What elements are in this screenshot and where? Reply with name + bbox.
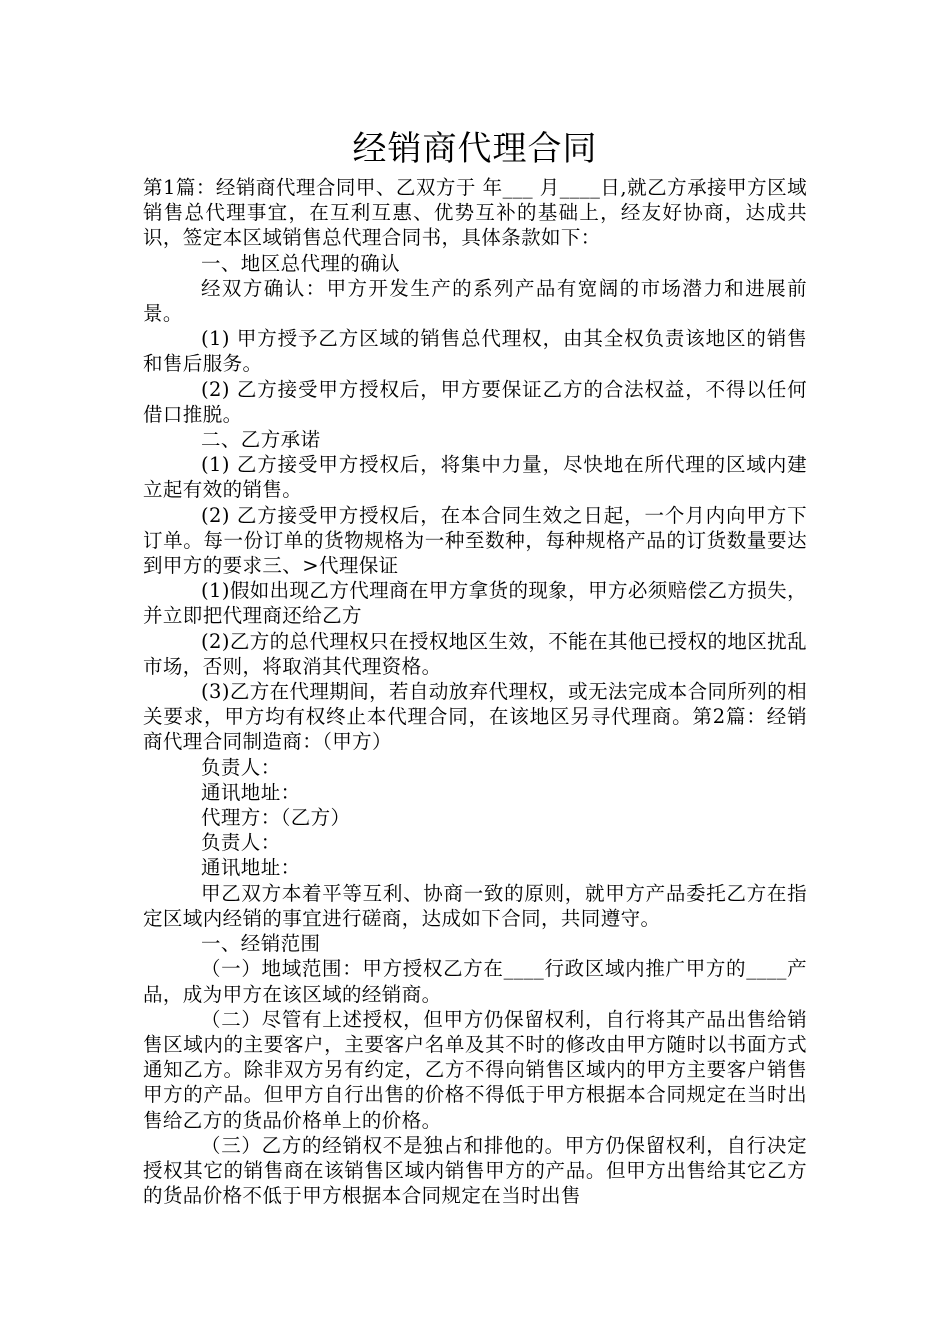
body-paragraph: (1) 甲方授予乙方区域的销售总代理权，由其全权负责该地区的销售和售后服务。 <box>143 327 807 376</box>
body-paragraph: 通讯地址： <box>201 856 301 880</box>
body-paragraph: (2)乙方的总代理权只在授权地区生效，不能在其他已授权的地区扰乱市场，否则，将取消其代理资格。 <box>143 629 807 678</box>
body-paragraph: 第1篇：经销商代理合同甲、乙双方于 年___ 月____日,就乙方承接甲方区域销售总代理事宜，在互利互惠、优势互补的基础上，经友好协商，达成共识，签定本区域销售总代理合同书，具体条款如下： <box>143 176 807 250</box>
body-paragraph: (2) 乙方接受甲方授权后，在本合同生效之日起，一个月内向甲方下订单。每一份订单的货物规格为一种至数种，每种规格产品的订货数量要达到甲方的要求三、>代理保证 <box>143 503 807 578</box>
body-paragraph: (1) 乙方接受甲方授权后，将集中力量，尽快地在所代理的区域内建立起有效的销售。 <box>143 453 807 502</box>
body-paragraph: 通讯地址： <box>201 780 301 804</box>
document-body <box>143 175 807 1208</box>
body-paragraph: (3)乙方在代理期间，若自动放弃代理权，或无法完成本合同所列的相关要求，甲方均有权终止本代理合同，在该地区另寻代理商。第2篇：经销商代理合同制造商：（甲方） <box>143 680 807 754</box>
body-paragraph: 代理方：（乙方） <box>201 806 351 830</box>
body-paragraph: 负责人： <box>201 831 281 855</box>
body-paragraph: 负责人： <box>201 755 281 779</box>
body-paragraph: 一、地区总代理的确认 <box>201 251 401 275</box>
body-paragraph: （二）尽管有上述授权，但甲方仍保留权利，自行将其产品出售给销售区域内的主要客户，主要客户名单及其不时的修改由甲方随时以书面方式通知乙方。除非双方另有约定，乙方不得向销售区域内的甲方主要客户销售甲方的产品。但甲方自行出售的价格不得低于甲方根据本合同规定在当时出售给乙方的货品价格单上的价格。 <box>143 1007 807 1132</box>
document-title: 经销商代理合同 <box>352 129 598 169</box>
body-paragraph: 经双方确认：甲方开发生产的系列产品有宽阔的市场潜力和进展前景。 <box>143 276 807 326</box>
body-paragraph: 甲乙双方本着平等互利、协商一致的原则，就甲方产品委托乙方在指定区域内经销的事宜进行磋商，达成如下合同，共同遵守。 <box>143 881 807 930</box>
body-paragraph: （一）地域范围：甲方授权乙方在____行政区域内推广甲方的____产品，成为甲方在该区域的经销商。 <box>143 957 807 1006</box>
body-paragraph: 一、经销范围 <box>201 932 321 956</box>
body-paragraph: （三）乙方的经销权不是独占和排他的。甲方仍保留权利，自行决定授权其它的销售商在该销售区域内销售甲方的产品。但甲方出售给其它乙方的货品价格不低于甲方根据本合同规定在当时出售 <box>143 1133 807 1208</box>
body-paragraph: (2) 乙方接受甲方授权后，甲方要保证乙方的合法权益，不得以任何借口推脱。 <box>143 377 807 426</box>
body-paragraph: 二、乙方承诺 <box>201 428 321 452</box>
document-page <box>143 127 807 1208</box>
body-paragraph: (1)假如出现乙方代理商在甲方拿货的现象，甲方必须赔偿乙方损失，并立即把代理商还给乙方 <box>143 579 807 628</box>
